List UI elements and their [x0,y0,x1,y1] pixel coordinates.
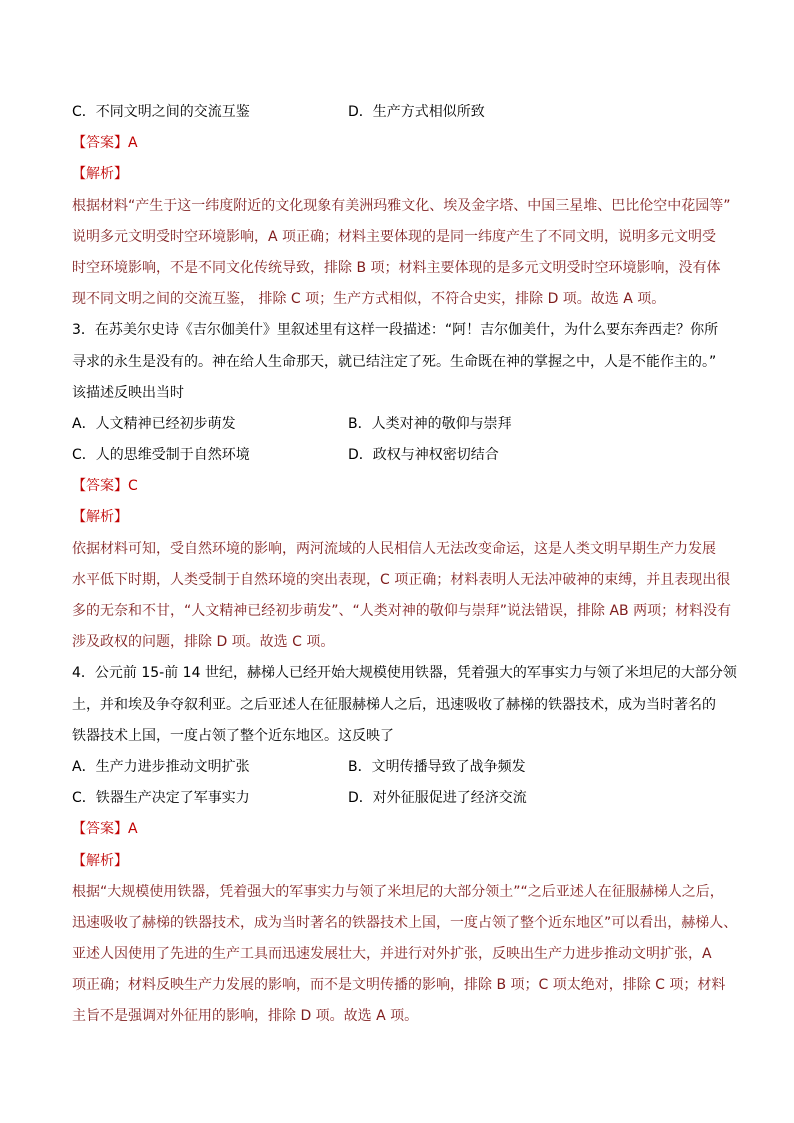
q2-analysis-heading: 【解析】 [72,166,128,183]
q2-analysis-line: 时空环境影响，不是不同文化传统导致，排除 B 项；材料主要体现的是多元文明受时空环境影响，没有体 [72,259,721,276]
q4-analysis-label: 解析 [86,852,114,869]
q2-option-c: C．不同文明之间的交流互鉴 [72,104,250,120]
q2-analysis-line: 根据材料“产生于这一纬度附近的文化现象有美洲玛雅文化、埃及金字塔、中国三星堆、巴比伦空中花园等” [72,197,731,214]
q3-answer: 【答案】C [72,478,138,495]
q4-analysis-line: 亚述人因使用了先进的生产工具而迅速发展壮大，并进行对外扩张，反映出生产力进步推动文明扩张，A [72,946,712,963]
q4-option-c: C．铁器生产决定了军事实力 [72,790,250,807]
q4-answer: 【答案】A [72,821,138,838]
q3-option-d: D．政权与神权密切结合 [348,447,499,464]
q3-options-row-cd [72,440,732,471]
q2-answer-label: 答案 [86,135,114,152]
q2-analysis-line: 现不同文明之间的交流互鉴， 排除 C 项；生产方式相似，不符合史实，排除 D 项。故选 A 项。 [72,291,666,308]
q4-stem-line: 铁器技术上国，一度占领了整个近东地区。这反映了 [72,727,394,744]
q4-answer-value: A [128,821,138,838]
q3-analysis-heading: 【解析】 [72,509,128,526]
q3-analysis-line: 多的无奈和不甘，“人文精神已经初步萌发”、“人类对神的敬仰与崇拜”说法错误，排除 AB 两项；材料没有 [72,603,732,619]
q3-option-c: C．人的思维受制于自然环境 [72,447,250,464]
q3-stem-line: 该描述反映出当时 [72,384,184,401]
q3-answer-label: 答案 [86,478,114,495]
q4-analysis-line: 根据“大规模使用铁器，凭着强大的军事实力与领了米坦尼的大部分领土”“之后亚述人在征服赫梯人之后， [72,883,724,900]
q4-options-row-ab [72,752,732,783]
q3-analysis-label: 解析 [86,509,114,526]
q4-option-a: A．生产力进步推动文明扩张 [72,758,250,775]
q3-stem-line: 寻求的永生是没有的。神在给人生命那天，就已结注定了死。生命既在神的掌握之中，人是不能作主的。” [72,353,717,370]
q4-option-d: D．对外征服促进了经济交流 [348,790,527,807]
q4-analysis-line: 主旨不是强调对外征用的影响，排除 D 项。故选 A 项。 [72,1008,419,1025]
q4-stem-line: 土，并和埃及争夺叙利亚。之后亚述人在征服赫梯人之后，迅速吸收了赫梯的铁器技术，成为当时著名的 [72,696,716,713]
document-page [72,97,738,1033]
q4-analysis-line: 项正确；材料反映生产力发展的影响，而不是文明传播的影响，排除 B 项；C 项太绝对，排除 C 项；材料 [72,977,726,994]
q2-answer-value: A [128,135,138,152]
q4-stem-line: 4．公元前 15-前 14 世纪，赫梯人已经开始大规模使用铁器，凭着强大的军事实力与领了米坦尼的大部分领 [72,665,737,682]
q2-analysis-label: 解析 [86,166,114,183]
q3-analysis-line: 水平低下时期，人类受制于自然环境的突出表现，C 项正确；材料表明人无法冲破神的束缚，并且表现出很 [72,571,731,588]
q4-analysis-heading: 【解析】 [72,852,128,869]
q3-answer-value: C [128,478,138,495]
q3-options-row-ab [72,409,732,440]
q2-answer: 【答案】A [72,135,138,152]
q3-option-a: A．人文精神已经初步萌发 [72,415,236,432]
q3-stem-line: 3．在苏美尔史诗《吉尔伽美什》里叙述里有这样一段描述：“阿！吉尔伽美什，为什么要东奔西走？你所 [72,322,719,339]
q4-analysis-line: 迅速吸收了赫梯的铁器技术，成为当时著名的铁器技术上国，一度占领了整个近东地区”可以看出，赫梯人、 [72,914,738,931]
q3-option-b: B．人类对神的敬仰与崇拜 [348,415,512,432]
q4-options-row-cd [72,783,732,814]
q2-option-d: D．生产方式相似所致 [348,104,485,120]
q3-analysis-line: 依据材料可知，受自然环境的影响，两河流域的人民相信人无法改变命运，这是人类文明早期生产力发展 [72,540,716,557]
q4-answer-label: 答案 [86,821,114,838]
q4-option-b: B．文明传播导致了战争频发 [348,758,526,775]
q3-analysis-line: 涉及政权的问题，排除 D 项。故选 C 项。 [72,634,335,651]
q2-analysis-line: 说明多元文明受时空环境影响，A 项正确；材料主要体现的是同一纬度产生了不同文明，说明多元文明受 [72,228,717,245]
q2-options-row-cd [72,97,732,128]
